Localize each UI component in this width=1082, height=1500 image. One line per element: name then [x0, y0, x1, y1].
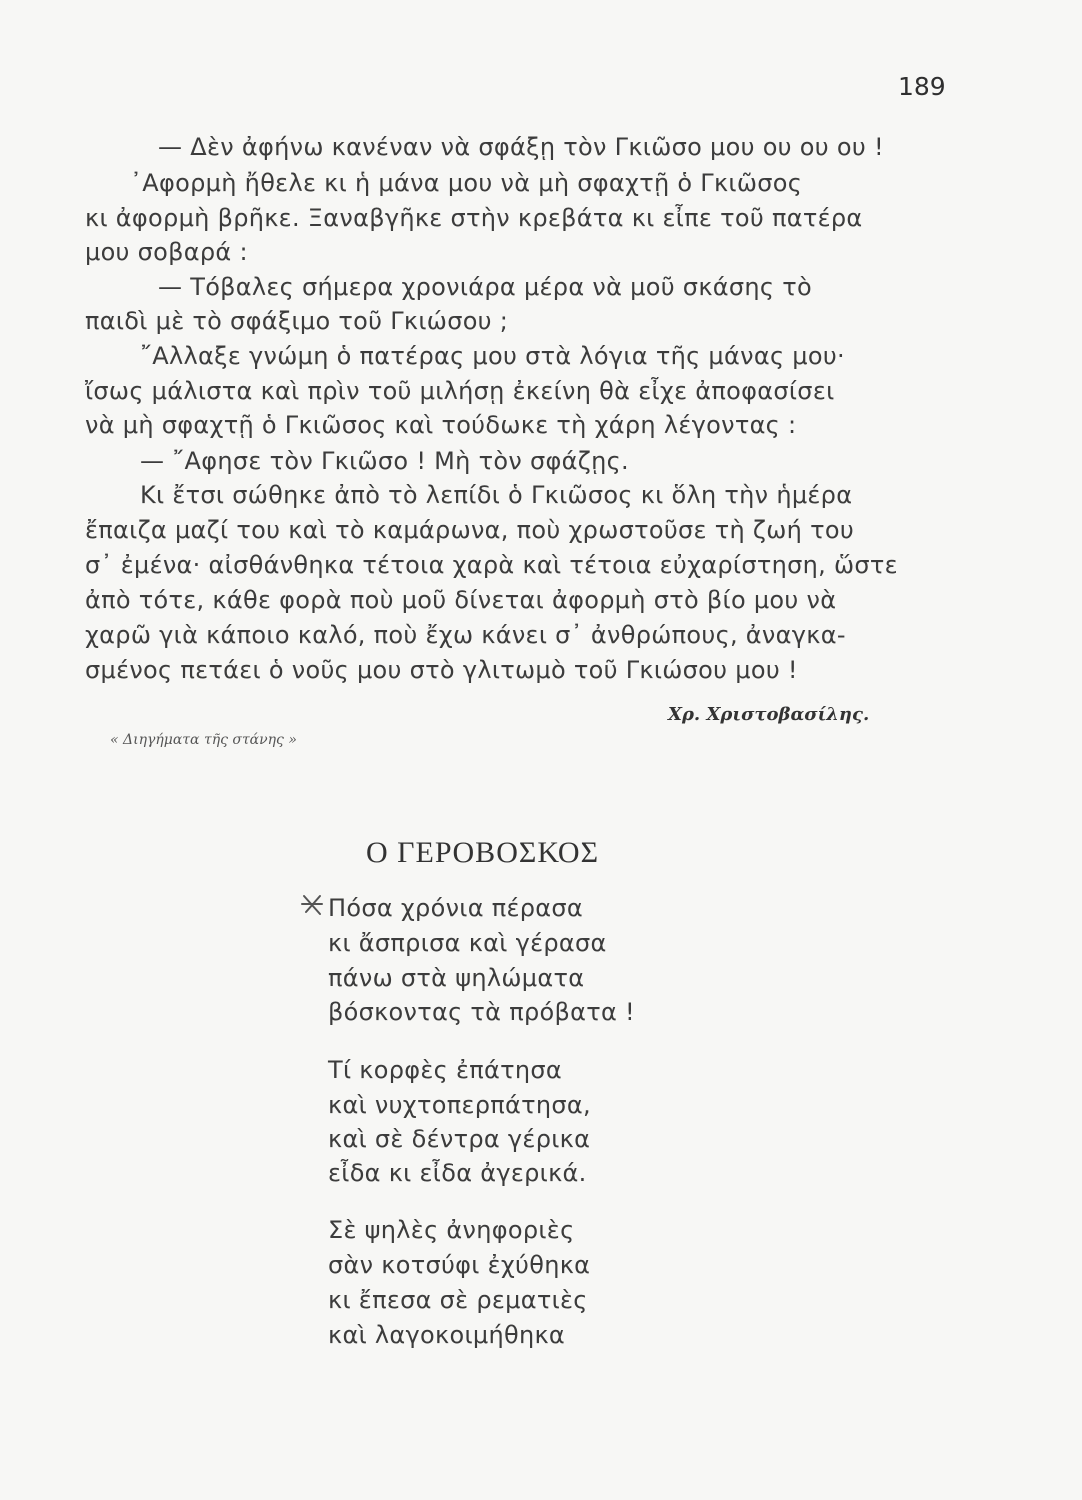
- prose-line: παιδὶ μὲ τὸ σφάξιμο τοῦ Γκιώσου ;: [85, 307, 509, 335]
- poem-line: κι ἄσπρισα καὶ γέρασα: [328, 929, 607, 957]
- prose-line: κι ἀφορμὴ βρῆκε. Ξαναβγῆκε στὴν κρεβάτα κι εἶπε τοῦ πατέρα: [85, 204, 863, 232]
- poem-title: Ο ΓΕΡΟΒΟΣΚΟΣ: [366, 836, 600, 869]
- author-signature: Χρ. Χριστοβασίλης.: [668, 704, 870, 725]
- poem-line: καὶ σὲ δέντρα γέρικα: [328, 1125, 591, 1153]
- poem-line: καὶ νυχτοπερπάτησα,: [328, 1091, 591, 1119]
- prose-line: χαρῶ γιὰ κάποιο καλό, ποὺ ἔχω κάνει σ᾿ ἀνθρώπους, ἀναγκα-: [85, 621, 846, 649]
- poem-line: Σὲ ψηλὲς ἀνηφοριὲς: [328, 1216, 575, 1244]
- prose-line: ῎Αλλαξε γνώμη ὁ πατέρας μου στὰ λόγια τῆς μάνας μου·: [140, 342, 845, 370]
- prose-line: Κι ἔτσι σώθηκε ἀπὸ τὸ λεπίδι ὁ Γκιῶσος κι ὅλη τὴν ἡμέρα: [140, 481, 853, 509]
- poem-line: κι ἔπεσα σὲ ρεματιὲς: [328, 1286, 588, 1314]
- poem-line: σὰν κοτσύφι ἐχύθηκα: [328, 1251, 591, 1279]
- poem-line: Τί κορφὲς ἐπάτησα: [328, 1056, 563, 1084]
- prose-line: μου σοβαρά :: [85, 238, 248, 266]
- page-number: 189: [898, 72, 946, 101]
- poem-line: Πόσα χρόνια πέρασα: [328, 894, 584, 922]
- prose-line: ἔπαιζα μαζί του καὶ τὸ καμάρωνα, ποὺ χρωστοῦσε τὴ ζωή του: [85, 516, 855, 544]
- prose-line: νὰ μὴ σφαχτῇ ὁ Γκιῶσος καὶ τούδωκε τὴ χάρη λέγοντας :: [85, 411, 797, 439]
- source-citation: « Διηγήματα τῆς στάνης »: [110, 732, 297, 748]
- prose-line: — Δὲν ἀφήνω κανέναν νὰ σφάξῃ τὸν Γκιῶσο μου ου ου ου !: [158, 133, 884, 161]
- prose-line: ἴσως μάλιστα καὶ πρὶν τοῦ μιλήσῃ ἐκείνη θὰ εἶχε ἀποφασίσει: [85, 377, 835, 405]
- prose-line: ἀπὸ τότε, κάθε φορὰ ποὺ μοῦ δίνεται ἀφορμὴ στὸ βίο μου νὰ: [85, 586, 837, 614]
- prose-line: — Τόβαλες σήμερα χρονιάρα μέρα νὰ μοῦ σκάσης τὸ: [158, 273, 812, 301]
- poem-line: πάνω στὰ ψηλώματα: [328, 964, 585, 992]
- poem-line: εἶδα κι εἶδα ἀγερικά.: [328, 1159, 587, 1187]
- poem-line: βόσκοντας τὰ πρόβατα !: [328, 998, 635, 1026]
- prose-line: σμένος πετάει ὁ νοῦς μου στὸ γλιτωμὸ τοῦ Γκιώσου μου !: [85, 656, 798, 684]
- prose-line: ᾿Αφορμὴ ἤθελε κι ἡ μάνα μου νὰ μὴ σφαχτῇ ὁ Γκιῶσος: [130, 169, 803, 197]
- prose-line: σ᾿ ἐμένα· αἰσθάνθηκα τέτοια χαρὰ καὶ τέτοια εὐχαρίστηση, ὥστε: [85, 551, 898, 579]
- pencil-mark-icon: [300, 890, 326, 918]
- prose-line: — ῎Αφησε τὸν Γκιῶσο ! Μὴ τὸν σφάζῃς.: [140, 447, 629, 475]
- poem-line: καὶ λαγοκοιμήθηκα: [328, 1321, 566, 1349]
